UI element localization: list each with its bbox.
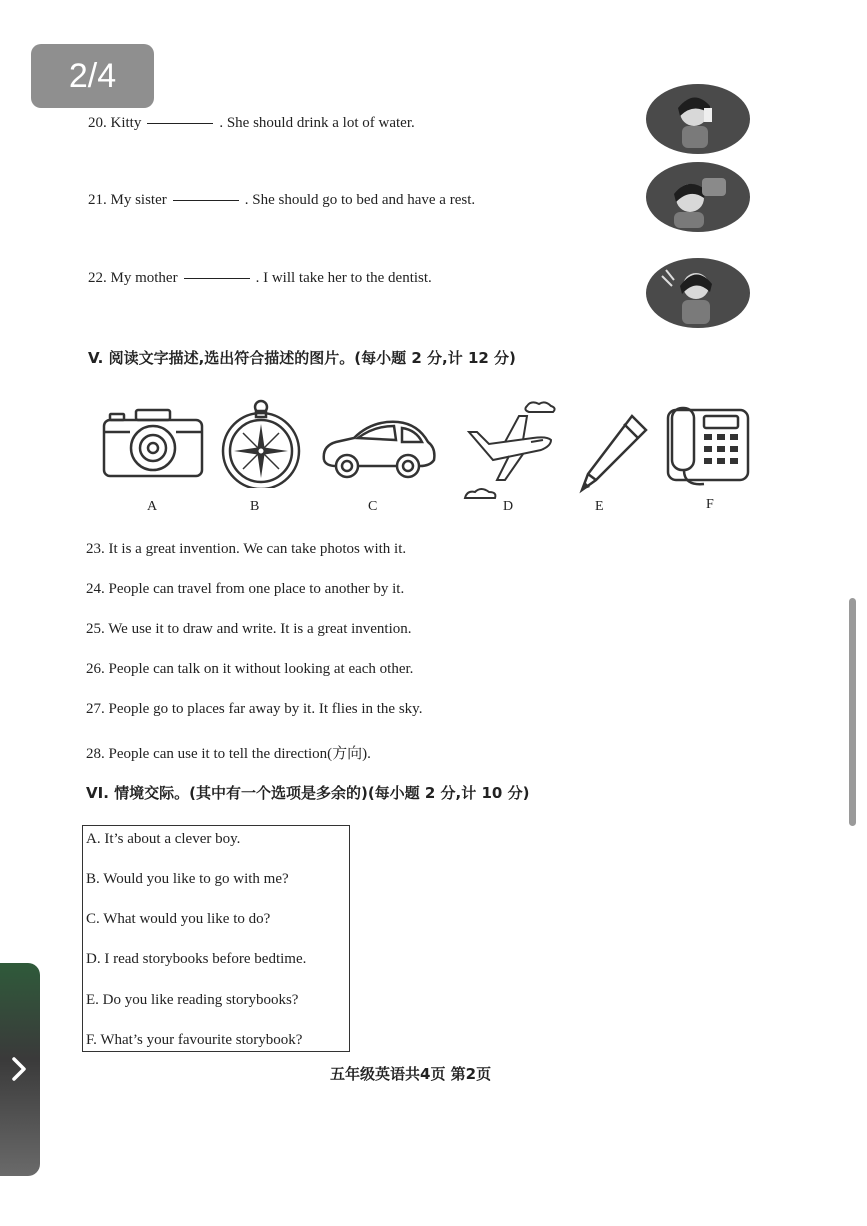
option-b: B. Would you like to go with me? (86, 871, 289, 887)
question-text-post: . She should go to bed and have a rest. (244, 192, 476, 208)
question-20 (88, 115, 415, 132)
answer-blank (184, 278, 250, 279)
sick-girl-illustration (644, 160, 752, 234)
car-icon (320, 418, 438, 482)
picture-label-f: F (706, 497, 714, 512)
question-22 (88, 270, 432, 287)
compass-icon (219, 398, 303, 488)
section-5-heading: V. 阅读文字描述,选出符合描述的图片。(每小题 2 分,计 12 分) (88, 349, 516, 367)
camera-icon (102, 406, 204, 480)
question-26: 26. People can talk on it without looking at each other. (86, 661, 414, 677)
options-box (82, 825, 350, 1052)
thirsty-girl-illustration (644, 82, 752, 156)
question-23: 23. It is a great invention. We can take photos with it. (86, 541, 407, 557)
airplane-icon (461, 398, 561, 508)
page-indicator: 2/4 (31, 44, 154, 108)
question-text-post: . She should drink a lot of water. (219, 115, 415, 131)
picture-label-e: E (595, 499, 604, 514)
page-footer: 五年级英语共4页 第2页 (330, 1065, 492, 1083)
picture-label-b: B (250, 499, 260, 514)
question-text-post: . I will take her to the dentist. (255, 270, 432, 286)
question-28: 28. People can use it to tell the direction(方向). (86, 746, 371, 762)
option-e: E. Do you like reading storybooks? (86, 992, 299, 1008)
chevron-right-icon (8, 1055, 30, 1083)
option-f: F. What’s your favourite storybook? (86, 1032, 303, 1048)
picture-label-a: A (147, 499, 158, 514)
option-d: D. I read storybooks before bedtime. (86, 951, 307, 967)
option-a: A. It’s about a clever boy. (86, 831, 241, 847)
question-24: 24. People can travel from one place to another by it. (86, 581, 405, 597)
question-21 (88, 192, 475, 209)
picture-label-d: D (503, 499, 514, 514)
section-6-heading: VI. 情境交际。(其中有一个选项是多余的)(每小题 2 分,计 10 分) (86, 784, 530, 802)
question-27: 27. People go to places far away by it. It flies in the sky. (86, 701, 423, 717)
picture-label-c: C (368, 499, 378, 514)
question-25: 25. We use it to draw and write. It is a great invention. (86, 621, 412, 637)
telephone-icon (664, 404, 752, 490)
question-text-pre: 20. Kitty (88, 115, 142, 131)
question-text-pre: 21. My sister (88, 192, 167, 208)
option-c: C. What would you like to do? (86, 911, 271, 927)
answer-blank (147, 123, 213, 124)
toothache-woman-illustration (644, 256, 752, 330)
question-text-pre: 22. My mother (88, 270, 178, 286)
pencil-icon (578, 412, 650, 494)
vertical-scrollbar[interactable] (849, 598, 856, 826)
expand-side-panel-button[interactable] (0, 963, 40, 1176)
answer-blank (173, 200, 239, 201)
